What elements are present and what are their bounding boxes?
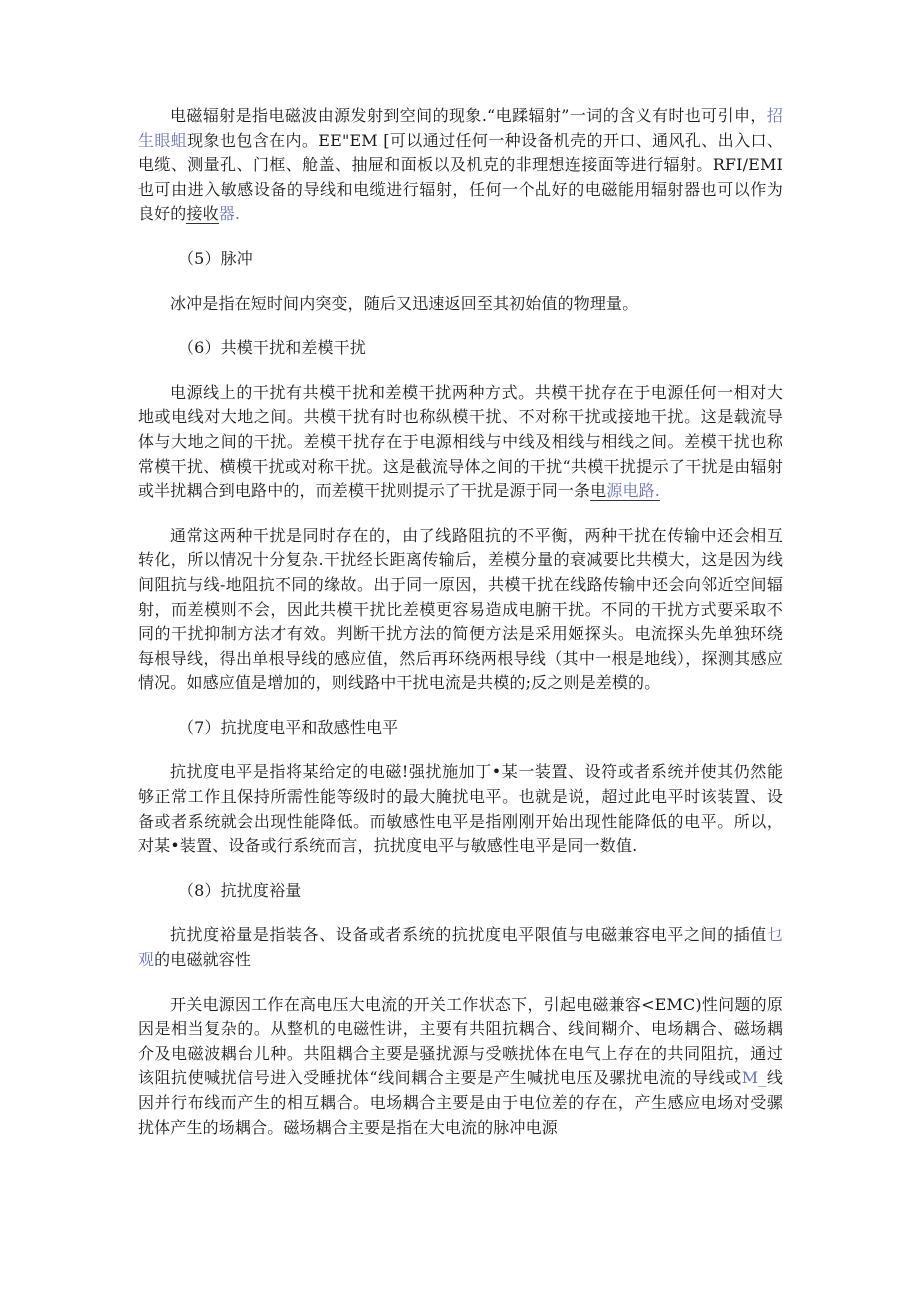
paragraph-switching-power [138, 993, 783, 1141]
section-heading-pulse: （5）脉冲 [178, 248, 253, 268]
paragraph-text: 的电磁就容性 [154, 950, 252, 970]
section-heading-immunity-margin: （8）抗扰度裕量 [178, 880, 302, 900]
paragraph-immunity-margin [138, 923, 783, 972]
paragraph-text: 电磁辐射是指电磁波由源发射到空间的现象.“电蹂辐射”一词的含义有时也可引申， [170, 106, 767, 125]
paragraph-text: 开关电源因工作在高电压大电流的开关工作状态下，引起电磁兼容<EMC)性问题的原因是相当复杂的。从整机的电磁性讲，主要有共阻抗耦合、线间糊介、电场耦合、磁场耦介及电磁波耦台儿种。共阻耦合主要是骚扰源与受嗾扰体在电气上存在的共同阻抗，通过该阻抗使喊扰信号进入受睡扰体“线间耦合主要是产生喊扰电压及骡扰电流的导线或 [138, 994, 783, 1088]
paragraph-text: 抗扰度裕量是指装各、设备或者系统的抗扰度电平限值与电磁兼容电平之间的插值 [170, 925, 767, 945]
section-heading-common-differential: （6）共模干扰和差模干扰 [178, 338, 366, 358]
document-body [138, 104, 783, 1160]
inline-link[interactable]: M_ [741, 1068, 767, 1088]
paragraph-immunity-level: 抗扰度电平是指将某给定的电磁!强扰施加丁•某一装置、设符或者系统并使其仍然能够正常工作且保持所需性能等级时的最大腌扰电平。也就是说，超过此电平时该装置、设备或者系统就会出现性能降低。而敏感性电平是指刚刚开始出现性能降低的电平。所以，对某•装置、设备或行系统而言，抗扰度电平与敏感性电平是同一数值. [138, 762, 783, 856]
paragraph-interference-modes [138, 381, 783, 504]
paragraph-text: 现象也包含在内。EE"EM [可以通过任何一种设备机壳的开口、通风孔、出入口、电缆、测量孔、门框、舱盖、抽屉和面板以及机克的非理想连接面等进行辐射。RFI/EMI也可由进入敏感设备的导线和电缆进行辐射，任何一个乩好的电磁能用辐射器也可以作为良好的 [138, 130, 783, 224]
underlined-text: 接收 [186, 204, 219, 224]
inline-link[interactable]: 招生眼蛆 [138, 106, 783, 150]
paragraph-text: 线因并行布线而产生的相互耦合。电场耦合主要是由于电位差的存在，产生感应电场对受骡扰体产生的场耦合。磁场耦合主要是指在大电流的脉冲电源 [138, 1068, 783, 1137]
inline-link[interactable]: 源电路. [606, 481, 661, 501]
underlined-text: 电 [590, 481, 607, 501]
inline-link[interactable]: 器. [218, 204, 241, 224]
paragraph-text: 电源线上的干扰有共模干扰和差模干扰两种方式。共模干扰存在于电源任何一相对大地或电线对大地之间。共模干扰有时也称纵模干扰、不对称干扰或接地干扰。这是载流导体与大地之间的干扰。差模干扰存在于电源相线与中线及相线与相线之间。差模干扰也称常模干扰、横模干扰或对称干扰。这是截流导体之间的干扰“共模干扰提示了干扰是由辐射或半扰耦合到电路中的，而差模干扰则提示了干扰是源于同一条 [138, 382, 783, 501]
paragraph-coexistence: 通常这两种干扰是同时存在的，由了线路阻抗的不平衡，两种干扰在传输中还会相互转化，所以情况十分复杂.干扰经长距离传输后，差模分量的衰减要比共模大，这是因为线间阻抗与线-地阻抗不同的缘故。出于同一原因，共模干扰在线路传输中还会向邻近空间辐射，而差模则不会，因此共模干扰比差模更容易造成电腑干扰。不同的干扰方式要采取不同的干扰抑制方法才有效。判断干扰方法的简便方法是采用姬探头。电流探头先单独环绕每根导线，得出单根导线的感应值，然后再环绕两根导线（其中一根是地线），探测其感应情况。如感应值是增加的，则线路中干扰电流是共模的;反之则是差模的。 [138, 525, 783, 693]
paragraph-pulse: 冰冲是指在短时间内突变，随后又迅速返回至其初始值的物理量。 [170, 293, 639, 313]
section-heading-immunity-level: （7）抗扰度电平和敌感性电平 [178, 717, 399, 737]
inline-link[interactable]: 乜观 [138, 925, 783, 970]
paragraph-radiation [138, 104, 783, 227]
